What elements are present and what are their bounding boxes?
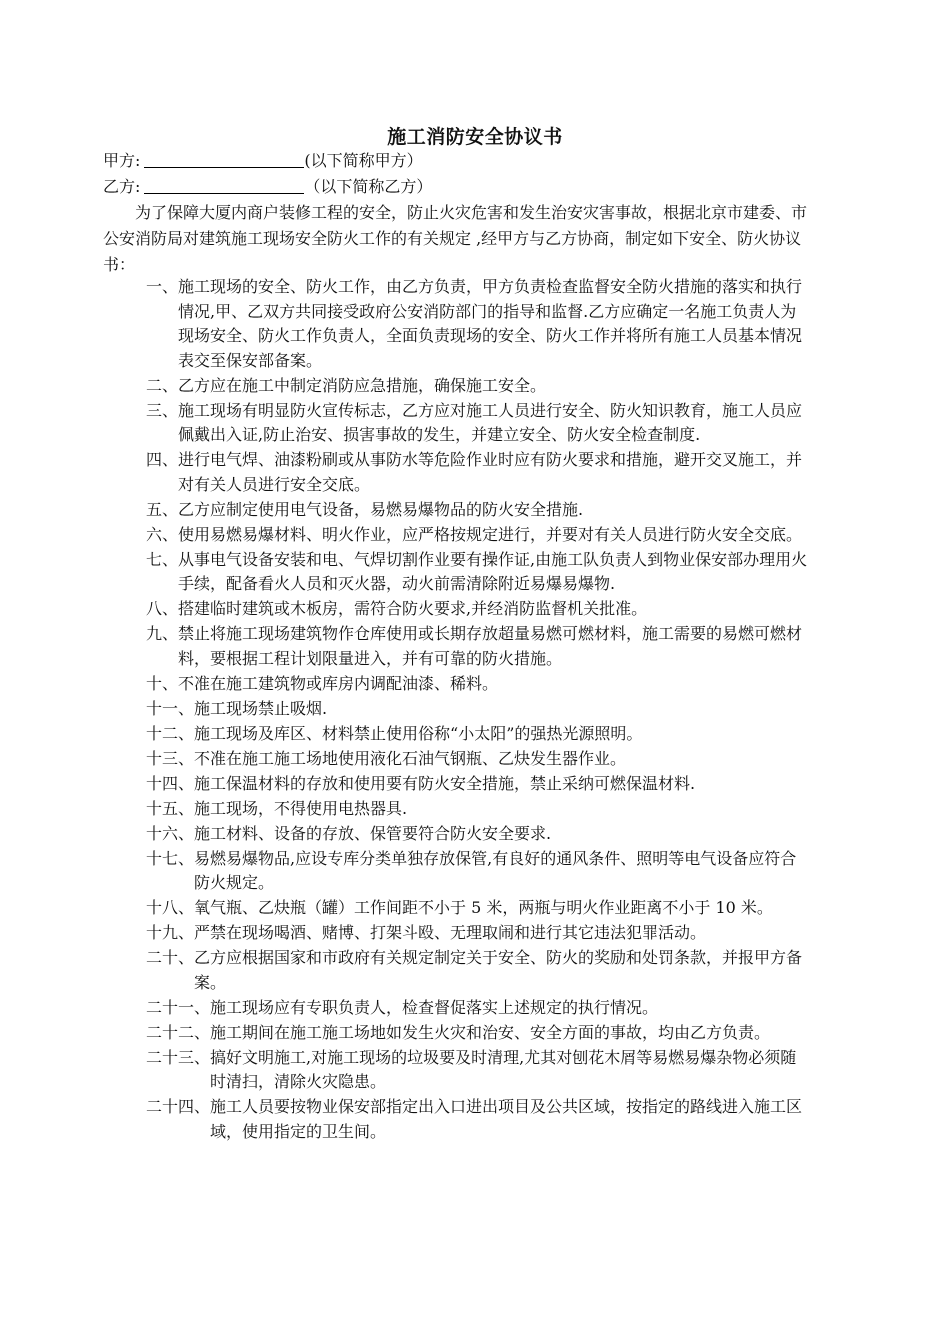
clause-text: 易燃易爆物品,应设专库分类单独存放保管,有良好的通风条件、照明等电气设备应符合防火规定。: [194, 848, 797, 892]
clause-text: 乙方应根据国家和市政府有关规定制定关于安全、防火的奖励和处罚条款，并报甲方备案。: [194, 948, 803, 992]
clause-text: 施工现场禁止吸烟.: [194, 698, 328, 718]
clause-number: 四、: [146, 450, 179, 469]
clause-item: [146, 722, 811, 747]
clause-number: 十二、: [146, 723, 195, 743]
clause-item: [146, 597, 811, 622]
party-b-blank-line: [144, 175, 304, 194]
clause-item: [146, 896, 811, 921]
clause-item: [146, 996, 811, 1021]
clause-text: 搞好文明施工,对施工现场的垃圾要及时清理,尤其对刨花木屑等易燃易爆杂物必须随时清扫，清除火灾隐患。: [210, 1047, 797, 1091]
party-a-suffix: (以下简称甲方）: [304, 151, 423, 170]
party-a-blank-line: [144, 149, 304, 168]
party-a-label: 甲方:: [103, 151, 141, 170]
clause-item: [146, 622, 811, 671]
clause-text: 进行电气焊、油漆粉刷或从事防水等危险作业时应有防火要求和措施，避开交叉施工，并对有关人员进行安全交底。: [178, 450, 803, 494]
clause-text: 施工材料、设备的存放、保管要符合防火安全要求.: [194, 823, 552, 843]
clause-number: 三、: [146, 400, 179, 420]
clause-number: 十九、: [146, 923, 195, 942]
clause-number: 十一、: [146, 698, 195, 718]
clause-item: [146, 822, 811, 847]
clause-text: 施工现场及库区、材料禁止使用俗称“小太阳”的强热光源照明。: [194, 723, 643, 743]
clause-text: 氧气瓶、乙炔瓶（罐）工作间距不小于 5 米，两瓶与明火作业距离不小于 10 米。: [194, 898, 773, 917]
clause-item: [146, 946, 811, 995]
clause-text: 施工现场应有专职负责人，检查督促落实上述规定的执行情况。: [210, 997, 659, 1017]
clause-number: 二十四、: [146, 1097, 211, 1116]
clause-item: [146, 797, 811, 822]
clause-text: 不准在施工建筑物或库房内调配油漆、稀料。: [178, 673, 499, 693]
clause-number: 五、: [146, 499, 179, 519]
clause-text: 搭建临时建筑或木板房，需符合防火要求,并经消防监督机关批准。: [178, 599, 648, 618]
clause-item: [146, 772, 811, 797]
document-title: 施工消防安全协议书: [387, 126, 563, 148]
clause-text: 从事电气设备安装和电、气焊切割作业要有操作证,由施工队负责人到物业保安部办理用火手续，配备看火人员和灭火器，动火前需清除附近易爆易爆物.: [178, 549, 808, 593]
clause-number: 二十、: [146, 948, 195, 967]
clause-number: 九、: [146, 624, 179, 643]
clause-item: [146, 847, 811, 896]
clause-text: 禁止将施工现场建筑物作仓库使用或长期存放超量易燃可燃材料，施工需要的易燃可燃材料，要根据工程计划限量进入，并有可靠的防火措施。: [178, 624, 803, 668]
clause-item: [146, 1046, 811, 1095]
clause-item: [146, 921, 811, 946]
party-a-line: [103, 149, 423, 173]
party-b-line: [103, 175, 432, 199]
clause-list: [146, 275, 811, 1145]
clause-number: 十、: [146, 673, 179, 693]
clause-text: 施工人员要按物业保安部指定出入口进出项目及公共区域，按指定的路线进入施工区域，使用指定的卫生间。: [210, 1097, 803, 1141]
clause-text: 严禁在现场喝酒、赌博、打架斗殴、无理取闹和进行其它违法犯罪活动。: [194, 923, 707, 942]
clause-text: 施工现场有明显防火宣传标志，乙方应对施工人员进行安全、防火知识教育，施工人员应佩戴出入证,防止治安、损害事故的发生，并建立安全、防火安全检查制度.: [178, 400, 803, 444]
clause-item: [146, 697, 811, 722]
clause-item: [146, 399, 811, 448]
clause-item: [146, 275, 811, 373]
clause-number: 二十一、: [146, 997, 211, 1017]
clause-number: 十三、: [146, 748, 195, 768]
clause-text: 乙方应在施工中制定消防应急措施，确保施工安全。: [178, 375, 547, 395]
intro-paragraph: 为了保障大厦内商户装修工程的安全，防止火灾危害和发生治安灾害事故，根据北京市建委、市公安消防局对建筑施工现场安全防火工作的有关规定 ,经甲方与乙方协商，制定如下安全、防火协议书：: [103, 203, 808, 274]
clause-text: 不准在施工施工场地使用液化石油气钢瓶、乙炔发生器作业。: [194, 748, 627, 768]
clause-number: 七、: [146, 549, 179, 569]
clause-item: [146, 374, 811, 399]
clause-text: 使用易燃易爆材料、明火作业，应严格按规定进行，并要对有关人员进行防火安全交底。: [178, 524, 803, 544]
clause-text: 施工现场的安全、防火工作，由乙方负责，甲方负责检查监督安全防火措施的落实和执行情况,甲、乙双方共同接受政府公安消防部门的指导和监督.乙方应确定一名施工负责人为现场安全、防火工作负责人，全面负责现场的安全、防火工作并将所有施工人员基本情况表交至保安部备案。: [178, 277, 803, 370]
clause-number: 六、: [146, 524, 179, 544]
clause-item: [146, 1095, 811, 1144]
clause-number: 十四、: [146, 773, 195, 793]
party-b-label: 乙方:: [103, 177, 141, 196]
clause-item: [146, 448, 811, 497]
clause-item: [146, 523, 811, 548]
clause-item: [146, 1021, 811, 1046]
clause-text: 施工现场，不得使用电热器具.: [194, 798, 408, 818]
clause-number: 十七、: [146, 848, 195, 868]
clause-number: 十八、: [146, 898, 195, 917]
clause-text: 乙方应制定使用电气设备，易燃易爆物品的防火安全措施.: [178, 499, 584, 519]
clause-number: 十六、: [146, 823, 195, 843]
clause-number: 二十二、: [146, 1022, 211, 1042]
clause-text: 施工期间在施工施工场地如发生火灾和治安、安全方面的事故，均由乙方负责。: [210, 1022, 771, 1042]
clause-item: [146, 498, 811, 523]
party-b-suffix: （以下简称乙方）: [304, 177, 433, 196]
clause-item: [146, 672, 811, 697]
clause-number: 二十三、: [146, 1047, 211, 1067]
clause-number: 二、: [146, 375, 179, 395]
clause-number: 一、: [146, 277, 179, 296]
clause-item: [146, 747, 811, 772]
clause-number: 八、: [146, 599, 179, 618]
clause-number: 十五、: [146, 798, 195, 818]
clause-text: 施工保温材料的存放和使用要有防火安全措施，禁止采纳可燃保温材料.: [194, 773, 696, 793]
clause-item: [146, 548, 811, 597]
